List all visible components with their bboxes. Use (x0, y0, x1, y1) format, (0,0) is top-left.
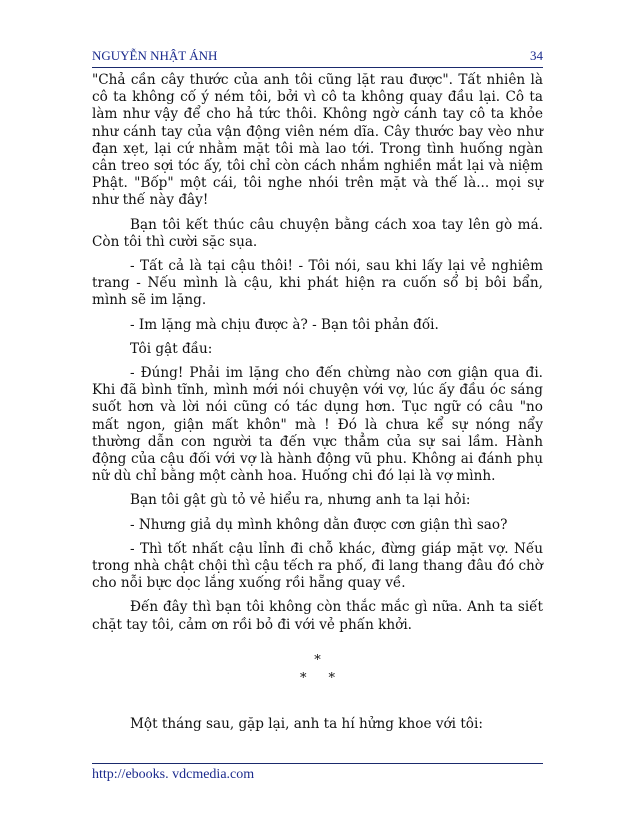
separator-star: * (328, 670, 335, 686)
page-number: 34 (530, 48, 543, 63)
paragraph: - Đúng! Phải im lặng cho đến chừng nào cơn giận qua đi. Khi đã bình tĩnh, mình mới nói chuyện với vợ, lúc ấy đầu óc sáng suốt hơn và lời nói cũng có tác dụng hơn. Tục ngữ có câu "no mất ngon, giận mất khôn" mà ! Đó là chưa kể sự nóng nẩy thường dẫn con người ta đến vực thẳm của sự sai lầm. Hành động của cậu đối với vợ là hành động vũ phu. Không ai đánh phụ nữ dù chỉ bằng một cành hoa. Huống chi đó lại là vợ mình. (92, 365, 543, 485)
paragraph: - Nhưng giả dụ mình không dằn được cơn giận thì sao? (130, 516, 508, 533)
page-footer (92, 763, 543, 783)
paragraph: - Tất cả là tại cậu thôi! - Tôi nói, sau khi lấy lại vẻ nghiêm trang - Nếu mình là cậu, khi phát hiện ra cuốn sổ bị bôi bẩn, mình sẽ im lặng. (92, 258, 543, 309)
paragraph: Bạn tôi gật gù tỏ vẻ hiểu ra, nhưng anh ta lại hỏi: (130, 492, 471, 509)
paragraph: Một tháng sau, gặp lại, anh ta hí hửng khoe với tôi: (130, 715, 483, 732)
page-body (92, 72, 543, 740)
page-header (92, 44, 543, 68)
footer-link[interactable]: http://ebooks. vdcmedia.com (92, 767, 255, 782)
paragraph: Tôi gật đầu: (130, 340, 213, 357)
section-separator (92, 652, 543, 688)
paragraph: - Thì tốt nhất cậu lỉnh đi chỗ khác, đừng giáp mặt vợ. Nếu trong nhà chật chội thì cậu tếch ra phố, đi lang thang đâu đó chờ cho nỗi bực dọc lắng xuống rồi hẵng quay về. (92, 540, 543, 592)
paragraph: - Im lặng mà chịu được à? - Bạn tôi phản đối. (130, 316, 439, 333)
author-name: NGUYỄN NHẬT ÁNH (92, 48, 218, 63)
paragraph: "Chả cần cây thước của anh tôi cũng lặt rau được". Tất nhiên là cô ta không cố ý ném tôi, bởi vì cô ta không quay đầu lại. Cô ta làm như vậy để cho hả tức thôi. Không ngờ cánh tay cô ta khỏe như cánh tay của vận động viên ném dĩa. Cây thước bay vèo như đạn xẹt, lại cứ nhằm mặt tôi mà lao tới. Trong tình huống ngàn cân treo sợi tóc ấy, tôi chỉ còn cách nhắm nghiền mắt lại và niệm Phật. "Bốp" một cái, tôi nghe nhói trên mặt và thế là... mọi sự như thế này đây! (92, 72, 543, 209)
paragraph: Đến đây thì bạn tôi không còn thắc mắc gì nữa. Anh ta siết chặt tay tôi, cảm ơn rồi bỏ đi với vẻ phấn khởi. (92, 599, 543, 633)
separator-star: * (314, 652, 321, 668)
paragraph: Bạn tôi kết thúc câu chuyện bằng cách xoa tay lên gò má. Còn tôi thì cười sặc sụa. (92, 216, 543, 250)
separator-star: * (300, 670, 307, 686)
